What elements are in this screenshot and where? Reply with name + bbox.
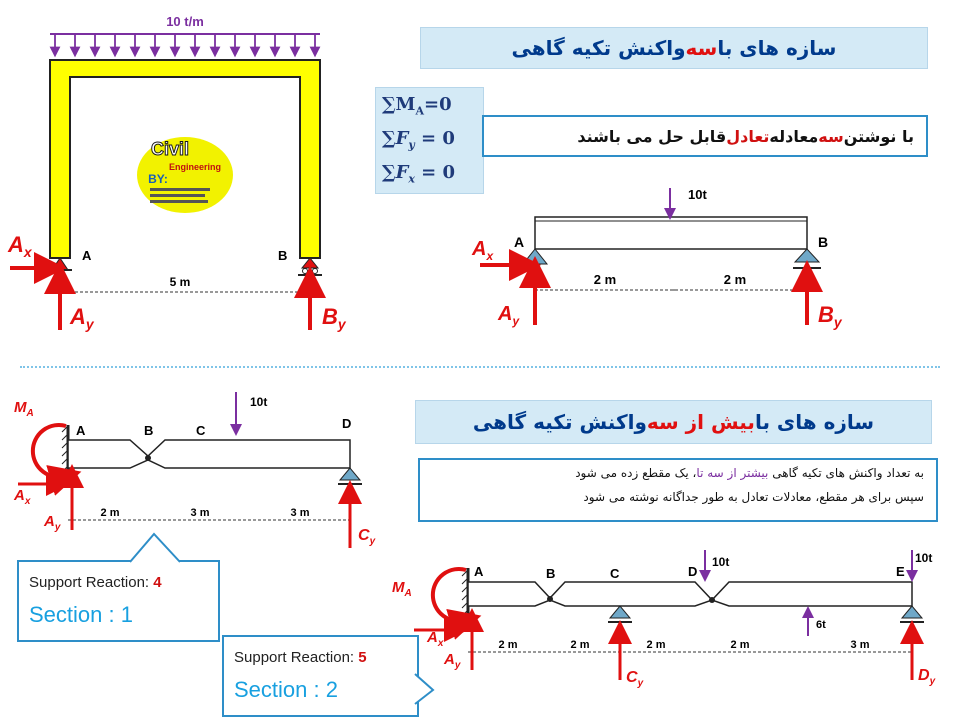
reaction-by-label: $B_y$ (818, 302, 842, 330)
multi-span-beam-diagram (392, 540, 950, 720)
span-3-label: 2 m (646, 639, 666, 651)
moment-ma-arrow (433, 569, 466, 621)
equation-moment: $\sum M_A=0$ (382, 94, 452, 118)
roller-support-d (338, 468, 362, 484)
support-reaction-label: Support Reaction: 5 (234, 649, 367, 666)
hinge-b (547, 596, 553, 602)
svg-text:BY:: BY: (148, 172, 168, 186)
node-b-label: B (818, 234, 829, 250)
span-5-label: 3 m (850, 639, 870, 651)
svg-text:Civil: Civil (150, 139, 190, 159)
moment-ma-label: $M_A$ (14, 399, 34, 419)
reaction-ax-label: $A_x$ (427, 629, 444, 649)
callout-section-2 (222, 635, 419, 717)
node-a-label: A (76, 423, 86, 438)
span-1-label: 2 m (498, 639, 518, 651)
distributed-load-arrows (55, 34, 315, 52)
span-2-label: 2 m (570, 639, 590, 651)
frame-diagram (0, 0, 400, 350)
node-a-label: A (474, 564, 484, 579)
reaction-cy-label: $C_y$ (626, 669, 644, 689)
pin-support-a (48, 258, 72, 270)
roller-support-b (298, 258, 322, 275)
moment-ma-arrow (33, 425, 66, 477)
node-b-label: B (144, 423, 154, 438)
node-c-label: C (610, 566, 620, 581)
node-d-label: D (342, 416, 352, 431)
description-three-reactions: با نوشتن سه معادله تعادل قابل حل می باشند (482, 115, 928, 157)
load-label: 10 t/m (166, 14, 204, 29)
span-4-label: 2 m (730, 639, 750, 651)
span-label: 5 m (169, 275, 191, 289)
point-load-label: 10t (688, 187, 707, 202)
section-divider (20, 366, 940, 368)
roller-support-b (793, 249, 821, 268)
beam-member (468, 582, 912, 606)
callout-1-pointer (120, 532, 200, 564)
reaction-ax-label: $A_x$ (14, 487, 31, 507)
reaction-by-label: $B_y$ (322, 304, 346, 332)
pin-support-a (523, 249, 547, 264)
span-2-label: 3 m (190, 507, 210, 519)
equilibrium-equations (375, 87, 484, 194)
span-1-label: 2 m (593, 272, 617, 287)
span-3-label: 3 m (290, 507, 310, 519)
roller-support-c (608, 606, 632, 622)
section-label: Section : 2 (234, 677, 338, 702)
node-b-label: B (546, 566, 556, 581)
reaction-ay-label: $A_y$ (70, 304, 94, 332)
reaction-cy-label: $C_y$ (358, 527, 376, 547)
beam-member (535, 217, 807, 249)
section-label: Section : 1 (29, 602, 133, 627)
description-line-2: سپس برای هر مقطع، معادلات تعادل به طور جداگانه نوشته می شود (583, 490, 924, 504)
civil-engineering-logo (137, 137, 233, 213)
description-more-reactions (418, 458, 938, 522)
point-load-d-label: 10t (712, 555, 730, 569)
hinge-d (709, 597, 715, 603)
equation-fy: $\sum F_y = 0$ (382, 128, 455, 152)
reaction-ax-label: $A_x$ (8, 232, 32, 260)
upward-load-label: 6t (816, 619, 826, 631)
description-line-1: به تعداد واکنش های تکیه گاهی بیشتر از سه تا، یک مقطع زده می شود (575, 466, 924, 480)
support-reaction-label: Support Reaction: 4 (29, 574, 162, 591)
node-b-label: B (278, 248, 288, 263)
point-load-e-label: 10t (915, 551, 933, 565)
node-a-label: A (82, 248, 92, 263)
roller-support-e (900, 606, 924, 622)
title-three-reactions: سازه های با سه واکنش تکیه گاهی (420, 27, 928, 69)
node-d-label: D (688, 564, 698, 579)
reaction-ay-label: $A_y$ (498, 303, 520, 328)
node-a-label: A (514, 234, 525, 250)
span-1-label: 2 m (100, 507, 120, 519)
reaction-ay-label: $A_y$ (44, 513, 61, 533)
node-c-label: C (196, 423, 206, 438)
equation-fx: $\sum F_x = 0$ (382, 162, 456, 186)
simple-beam-diagram (460, 180, 880, 340)
hinge-b (145, 455, 151, 461)
point-load-label: 10t (250, 395, 268, 409)
callout-section-1 (17, 560, 220, 642)
svg-text:Engineering: Engineering (168, 162, 222, 172)
moment-ma-label: $M_A$ (392, 579, 412, 599)
callout-2-pointer (413, 670, 437, 710)
cantilever-beam-diagram (0, 380, 400, 560)
reaction-ax-label: $A_x$ (472, 238, 494, 263)
title-more-than-three-reactions: سازه های با بیش از سه واکنش تکیه گاهی (415, 400, 932, 444)
node-e-label: E (896, 564, 905, 579)
beam-member (68, 440, 350, 468)
span-2-label: 2 m (723, 272, 747, 287)
reaction-ay-label: $A_y$ (444, 651, 461, 671)
reaction-dy-label: $D_y$ (918, 667, 936, 687)
